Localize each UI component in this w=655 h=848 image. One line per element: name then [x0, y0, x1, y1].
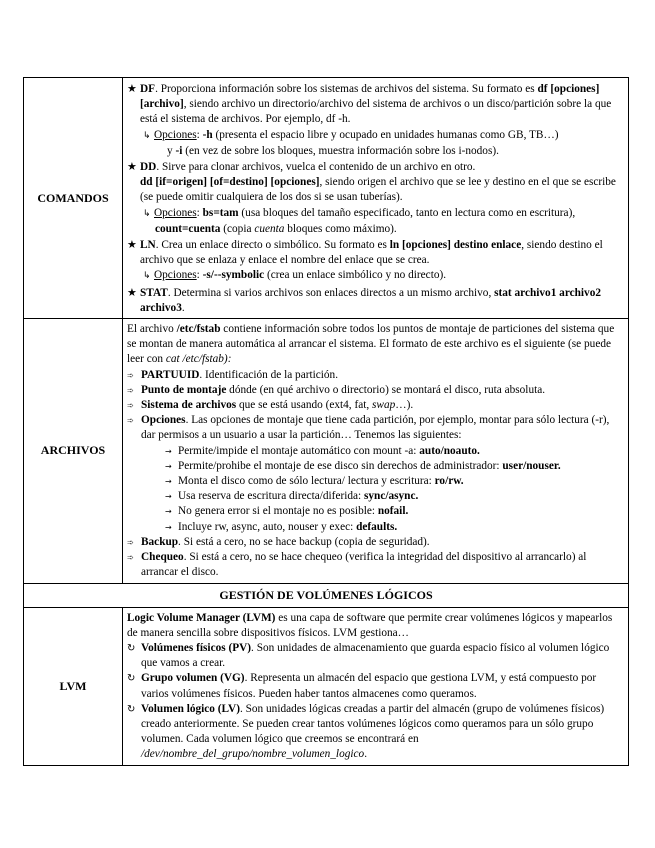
cycle-bullet-icon: ↻: [127, 642, 136, 654]
star-bullet-icon: ★: [127, 238, 137, 252]
arrow-right-icon: →: [165, 522, 172, 532]
lvm-item-vg: ↻ Grupo volumen (VG). Representa un almacén del espacio que gestiona LVM, y está compuesto por varios volúmenes físicos. Pueden haber tantos almacenes como queramos.: [127, 672, 597, 700]
pointer-bullet-icon: ➾: [127, 385, 134, 395]
pointer-bullet-icon: ➾: [127, 370, 134, 380]
df-item: ★ DF. Proporciona información sobre los sistemas de archivos del sistema. Su formato es df [opciones] [archivo], siendo archivo un directorio/archivo del sistema de archivos o un disco/partición sobre la que está el sistema de archivos. Por ejemplo, df -h.: [127, 82, 612, 126]
archivos-content: [123, 319, 629, 583]
star-bullet-icon: ★: [127, 160, 137, 174]
cycle-bullet-icon: ↻: [127, 673, 136, 685]
arrow-right-icon: →: [165, 461, 172, 471]
pointer-bullet-icon: ➾: [127, 401, 134, 411]
section-header-row: [24, 583, 629, 607]
pointer-bullet-icon: ➾: [127, 553, 134, 563]
arrow-bullet-icon: ↳: [143, 130, 151, 141]
fstab-item-filesystem: ➾ Sistema de archivos que se está usando (ext4, fat, swap…).: [127, 398, 624, 413]
stat-item: ★ STAT. Determina si varios archivos son enlaces directos a un mismo archivo, stat archivo1 archivo2 archivo3.: [127, 285, 602, 314]
pointer-bullet-icon: ➾: [127, 416, 134, 426]
star-bullet-icon: ★: [127, 82, 137, 95]
arrow-right-icon: →: [165, 507, 172, 517]
mount-option: → Usa reserva de escritura directa/diferida: sync/async.: [127, 489, 624, 504]
ln-item: ★ LN. Crea un enlace directo o simbólico. Su formato es ln [opciones] destino enlace, siendo destino el archivo que se enlaza y enlace el nombre del enlace que se crea.: [127, 238, 603, 267]
dd-item: ★ DD. Sirve para clonar archivos, vuelca el contenido de un archivo en otro.: [127, 160, 476, 174]
arrow-bullet-icon: ↳: [143, 208, 151, 219]
mount-option: → Permite/prohibe el montaje de ese disco sin derechos de administrador: user/nouser.: [127, 459, 624, 474]
mount-option: → Monta el disco como de sólo lectura/ lectura y escritura: ro/rw.: [127, 474, 624, 489]
notes-table: [23, 77, 629, 766]
comandos-content: [123, 78, 629, 319]
comandos-row: [24, 78, 629, 319]
arrow-right-icon: →: [165, 477, 172, 487]
mount-option: → No genera error si el montaje no es posible: nofail.: [127, 504, 624, 519]
comandos-label: COMANDOS: [24, 78, 123, 319]
fstab-item-backup: ➾ Backup. Si está a cero, no se hace backup (copia de seguridad).: [127, 535, 624, 550]
cycle-bullet-icon: ↻: [127, 703, 136, 715]
pointer-bullet-icon: ➾: [127, 537, 134, 547]
fstab-item-options: ➾ Opciones. Las opciones de montaje que tiene cada partición, por ejemplo, montar para sólo lectura (-r), dar permisos a un usuario a usar la partición… Tenemos las siguientes:: [127, 414, 610, 442]
archivos-row: [24, 319, 629, 583]
arrow-right-icon: →: [165, 446, 172, 456]
df-options: ↳ Opciones: -h (presenta el espacio libre y ocupado en unidades humanas como GB, TB…): [127, 128, 624, 144]
section-header: GESTIÓN DE VOLÚMENES LÓGICOS: [24, 583, 629, 607]
fstab-intro: El archivo /etc/fstab contiene información sobre todos los puntos de montaje de particiones del sistema que se montan de manera automática al arrancar el sistema. El formato de este archivo es el siguiente (se puede leer con cat /etc/fstab):: [127, 323, 615, 366]
lvm-intro: Logic Volume Manager (LVM) es una capa de software que permite crear volúmenes lógicos y mapearlos de manera sencilla sobre dispositivos físicos. LVM gestiona…: [127, 611, 613, 639]
mount-option: → Permite/impide el montaje automático con mount -a: auto/noauto.: [127, 444, 624, 459]
fstab-item-mountpoint: ➾ Punto de montaje dónde (en qué archivo o directorio) se montará el disco, ruta absoluta.: [127, 383, 624, 398]
mount-option: → Incluye rw, async, auto, nouser y exec: defaults.: [127, 520, 624, 535]
ln-options: ↳ Opciones: -s/--symbolic (crea un enlace simbólico y no directo).: [127, 268, 624, 284]
arrow-bullet-icon: ↳: [143, 271, 151, 282]
lvm-content: [123, 607, 629, 765]
fstab-item-chequeo: ➾ Chequeo. Si está a cero, no se hace chequeo (verifica la integridad del dispositivo al arrancarlo) al arrancar el disco.: [127, 551, 587, 579]
dd-format: dd [if=origen] [of=destino] [opciones], siendo origen el archivo que se lee y destino en el que se escribe (se puede omitir cualquiera de los dos si se usan tuberías).: [140, 176, 616, 204]
archivos-label: ARCHIVOS: [24, 319, 123, 583]
fstab-item-partuuid: ➾ PARTUUID. Identificación de la partición.: [127, 368, 624, 383]
lvm-label: LVM: [24, 607, 123, 765]
lvm-item-pv: ↻ Volúmenes físicos (PV). Son unidades de almacenamiento que guarda espacio físico al volumen lógico que vamos a crear.: [127, 641, 610, 670]
lvm-item-lv: ↻ Volumen lógico (LV). Son unidades lógicas creadas a partir del almacén (grupo de volúmenes físicos) creado anteriormente. Se pueden crear tantos volúmenes lógicos como queramos para un sólo grupo volumen. Cada volumen lógico que creemos se encontrará en /dev/nombre_del_grupo/nombre_volumen_logico.: [127, 702, 605, 761]
dd-options: ↳ Opciones: bs=tam (usa bloques del tamaño especificado, tanto en lectura como en escritura), count=cuenta (copia cuenta bloques como máximo).: [143, 206, 576, 235]
arrow-right-icon: →: [165, 492, 172, 502]
df-options-2: y -i (en vez de sobre los bloques, muestra información sobre los i-nodos).: [167, 144, 499, 157]
star-bullet-icon: ★: [127, 285, 137, 299]
lvm-row: [24, 607, 629, 765]
